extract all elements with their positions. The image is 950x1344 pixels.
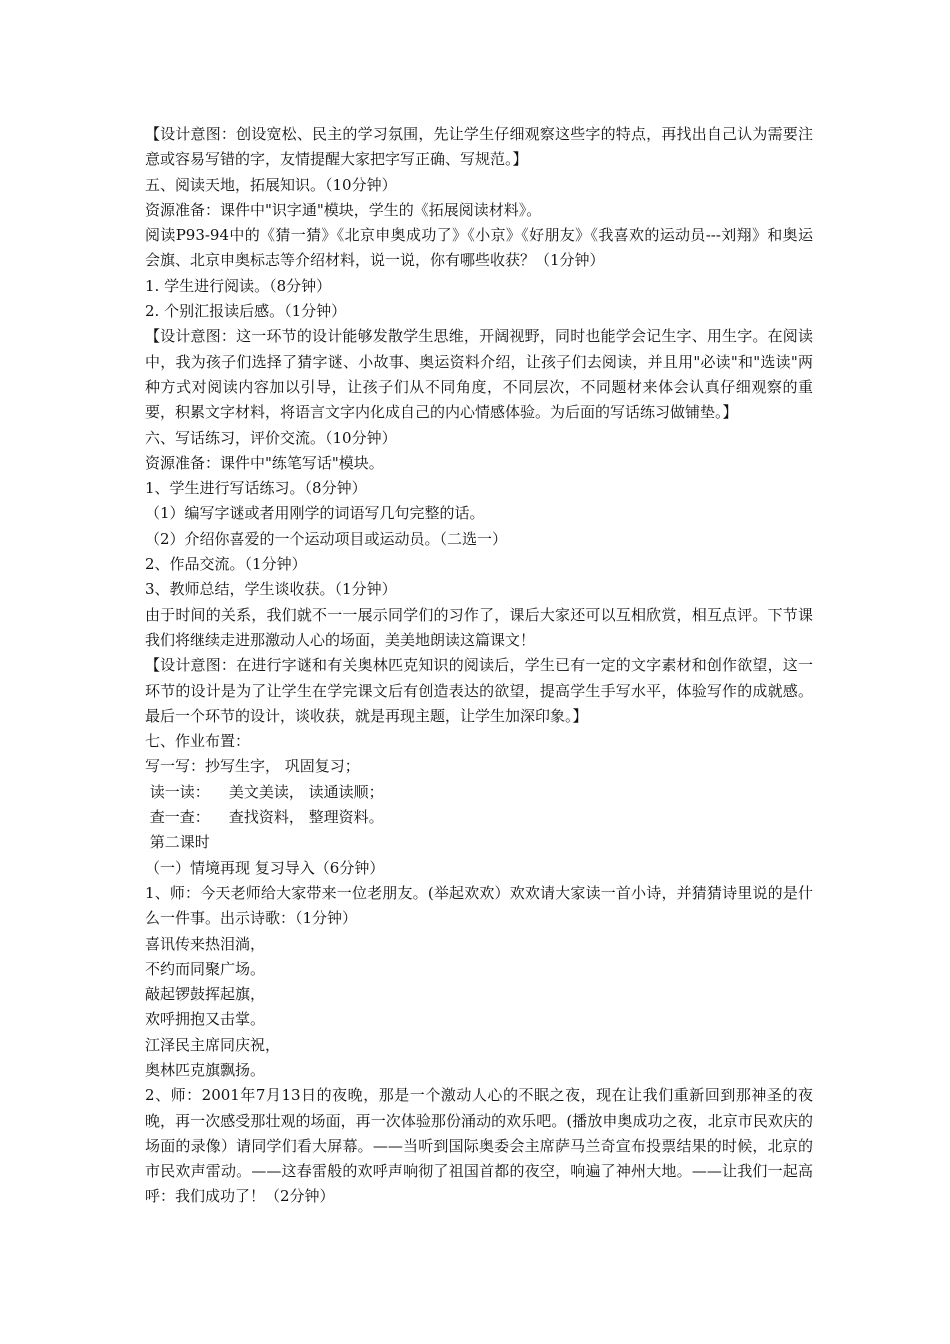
poem-line: 敲起锣鼓挥起旗， — [145, 985, 266, 1004]
step-item: 3、教师总结，学生谈收获。（1分钟） — [145, 580, 397, 599]
teacher-step-paragraph: 1、师：今天老师给大家带来一位老朋友。(举起欢欢）欢欢请大家读一首小诗，并猜猜诗里说的是什么一件事。出示诗歌：（1分钟） — [145, 883, 813, 928]
sub-step-item: （2）介绍你喜爱的一个运动项目或运动员。（二选一） — [145, 529, 508, 548]
poem-line: 江泽民主席同庆祝， — [145, 1035, 281, 1054]
section-heading-writing: 六、写话练习，评价交流。（10分钟） — [145, 428, 397, 447]
section-heading-review: （一）情境再现 复习导入（6分钟） — [145, 858, 385, 877]
teacher-step-paragraph: 2、师：2001年7月13日的夜晚，那是一个激动人心的不眠之夜，现在让我们重新回到那神圣的夜晚，再一次感受那壮观的场面，再一次体验那份涌动的欢乐吧。(播放申奥成功之夜，北京市民欢庆的场面的录像）请同学们看大屏幕。——当听到国际奥委会主席萨马兰奇宣布投票结果的时候，北京的市民欢声雷动。——这春雷般的欢呼声响彻了祖国首都的夜空，响遍了神州大地。——让我们一起高呼：我们成功了！（2分钟） — [145, 1086, 813, 1206]
step-item: 2、作品交流。（1分钟） — [145, 555, 307, 574]
lesson-heading: 第二课时 — [145, 833, 210, 852]
design-intent-paragraph: 【设计意图：这一环节的设计能够发散学生思维，开阔视野，同时也能学会记生字、用生字。在阅读中，我为孩子们选择了猜字谜、小故事、奥运资料介绍，让孩子们去阅读，并且用"必读"和"选读"两种方式对阅读内容加以引导，让孩子们从不同角度，不同层次，不同题材来体会认真仔细观察的重要，积累文字材料，将语言文字内化成自己的内心情感体验。为后面的写话练习做铺垫。】 — [145, 327, 813, 422]
homework-item: 读一读： 美文美读， 读通读顺； — [145, 782, 384, 801]
poem-line: 欢呼拥抱又击掌。 — [145, 1010, 266, 1029]
section-heading-reading: 五、阅读天地，拓展知识。（10分钟） — [145, 175, 397, 194]
step-item: 2. 个别汇报读后感。（1分钟） — [145, 302, 347, 321]
homework-item: 查一查： 查找资料， 整理资料。 — [145, 808, 384, 827]
design-intent-paragraph: 【设计意图：在进行字谜和有关奥林匹克知识的阅读后，学生已有一定的文字素材和创作欲望，这一环节的设计是为了让学生在学完课文后有创造表达的欲望，提高学生手写水平，体验写作的成就感。最后一个环节的设计，谈收获，就是再现主题，让学生加深印象。】 — [145, 656, 813, 725]
homework-item: 写一写：抄写生字， 巩固复习； — [145, 757, 360, 776]
step-item: 1. 学生进行阅读。（8分钟） — [145, 276, 332, 295]
poem-line: 喜讯传来热泪淌， — [145, 934, 266, 953]
sub-step-item: （1）编写字谜或者用刚学的词语写几句完整的话。 — [145, 504, 485, 523]
resource-prep-line: 资源准备：课件中"识字通"模块，学生的《拓展阅读材料》。 — [145, 200, 542, 219]
resource-prep-line: 资源准备：课件中"练笔写话"模块。 — [145, 453, 384, 472]
section-heading-homework: 七、作业布置： — [145, 732, 251, 751]
document-body — [145, 122, 813, 1210]
poem-line: 不约而同聚广场。 — [145, 959, 266, 978]
step-item: 1、学生进行写话练习。（8分钟） — [145, 479, 367, 498]
body-paragraph: 由于时间的关系，我们就不一一展示同学们的习作了，课后大家还可以互相欣赏，相互点评。下节课我们将继续走进那激动人心的场面，美美地朗读这篇课文！ — [145, 605, 813, 649]
reading-task-paragraph: 阅读P93-94中的《猜一猜》《北京申奥成功了》《小京》《好朋友》《我喜欢的运动员---刘翔》和奥运会旗、北京申奥标志等介绍材料，说一说，你有哪些收获？（1分钟） — [145, 226, 813, 270]
poem-line: 奥林匹克旗飘扬。 — [145, 1060, 266, 1079]
design-intent-paragraph: 【设计意图：创设宽松、民主的学习氛围，先让学生仔细观察这些字的特点，再找出自己认为需要注意或容易写错的字，友情提醒大家把字写正确、写规范。】 — [145, 125, 813, 169]
